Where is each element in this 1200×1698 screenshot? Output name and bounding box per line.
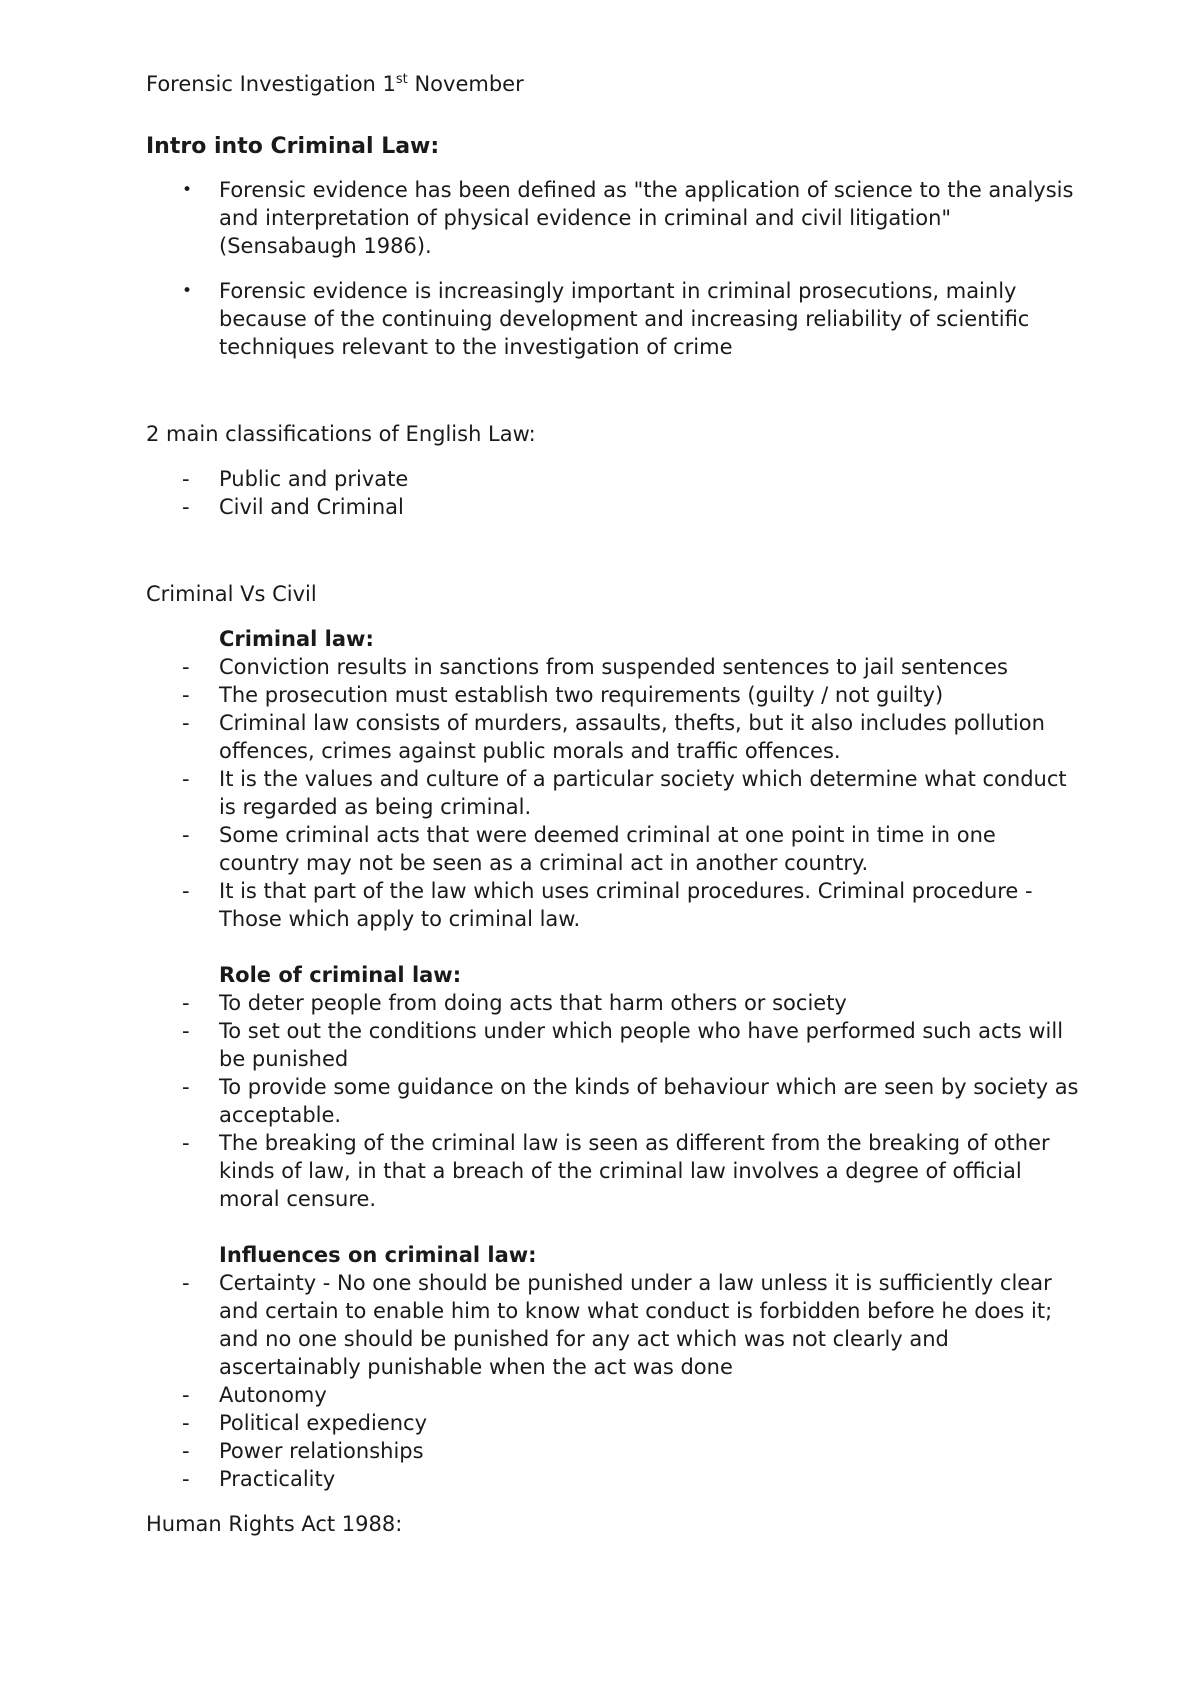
list-item-text: Autonomy <box>219 1383 327 1407</box>
bullet-marker: • <box>182 180 193 200</box>
list-item-text: Forensic evidence has been defined as "the application of science to the analysis and interpretation of physical evidence in criminal and civil litigation" (Sensabaugh 1986). <box>219 178 1074 258</box>
list-item <box>146 1381 1080 1409</box>
classifications-heading: 2 main classifications of English Law: <box>146 422 536 446</box>
list-item <box>146 709 1080 765</box>
bullet-marker: • <box>182 281 193 301</box>
list-item-text: Power relationships <box>219 1439 424 1463</box>
list-item-text: Practicality <box>219 1467 336 1491</box>
list-item-text: Political expediency <box>219 1411 428 1435</box>
dash-marker: - <box>182 1439 190 1463</box>
list-item <box>146 277 1080 361</box>
list-item <box>146 465 1080 493</box>
list-item-text: The breaking of the criminal law is seen as different from the breaking of other kinds of law, in that a breach of the criminal law involves a degree of official moral censure. <box>219 1131 1050 1211</box>
classifications-list <box>146 465 1080 521</box>
document-header <box>146 70 1080 98</box>
dash-marker: - <box>182 1383 190 1407</box>
list-item-text: Criminal law consists of murders, assaults, thefts, but it also includes pollution offences, crimes against public morals and traffic offences. <box>219 711 1045 763</box>
list-item <box>146 1017 1080 1073</box>
list-item <box>146 821 1080 877</box>
dash-marker: - <box>182 1411 190 1435</box>
list-item <box>146 493 1080 521</box>
dash-marker: - <box>182 683 190 707</box>
dash-marker: - <box>182 655 190 679</box>
list-item <box>146 1269 1080 1381</box>
criminal-law-heading: Criminal law: <box>219 627 374 651</box>
header-title-suffix: November <box>407 72 524 96</box>
dash-marker: - <box>182 1271 190 1295</box>
dash-marker: - <box>182 711 190 735</box>
list-item-text: Civil and Criminal <box>219 495 404 519</box>
list-item-text: Public and private <box>219 467 409 491</box>
list-item <box>146 1409 1080 1437</box>
list-item <box>146 989 1080 1017</box>
dash-marker: - <box>182 467 190 491</box>
dash-marker: - <box>182 991 190 1015</box>
list-item-text: To provide some guidance on the kinds of behaviour which are seen by society as acceptable. <box>219 1075 1079 1127</box>
influences-heading: Influences on criminal law: <box>219 1243 537 1267</box>
list-item <box>146 765 1080 821</box>
dash-marker: - <box>182 823 190 847</box>
list-item <box>146 1129 1080 1213</box>
list-item-text: It is the values and culture of a particular society which determine what conduct is regarded as being criminal. <box>219 767 1067 819</box>
criminal-law-list <box>146 653 1080 933</box>
list-item <box>146 176 1080 260</box>
header-title-superscript: st <box>395 72 408 87</box>
list-item-text: Forensic evidence is increasingly important in criminal prosecutions, mainly because of the continuing development and increasing reliability of scientific techniques relevant to the investigation of crime <box>219 279 1030 359</box>
list-item <box>146 1073 1080 1129</box>
list-item-text: Conviction results in sanctions from suspended sentences to jail sentences <box>219 655 1008 679</box>
list-item <box>146 653 1080 681</box>
dash-marker: - <box>182 767 190 791</box>
role-list <box>146 989 1080 1213</box>
list-item-text: Some criminal acts that were deemed criminal at one point in time in one country may not be seen as a criminal act in another country. <box>219 823 996 875</box>
dash-marker: - <box>182 1467 190 1491</box>
list-item <box>146 1465 1080 1493</box>
dash-marker: - <box>182 1019 190 1043</box>
list-item-text: The prosecution must establish two requirements (guilty / not guilty) <box>219 683 944 707</box>
intro-heading: Intro into Criminal Law: <box>146 134 440 159</box>
dash-marker: - <box>182 879 190 903</box>
list-item <box>146 1437 1080 1465</box>
dash-marker: - <box>182 1075 190 1099</box>
list-item-text: Certainty - No one should be punished under a law unless it is sufficiently clear and certain to enable him to know what conduct is forbidden before he does it; and no one should be punished for any act which was not clearly and ascertainably punishable when the act was done <box>219 1271 1053 1379</box>
intro-bullet-list <box>146 176 1080 361</box>
list-item-text: To deter people from doing acts that harm others or society <box>219 991 847 1015</box>
dash-marker: - <box>182 1131 190 1155</box>
role-heading: Role of criminal law: <box>219 963 462 987</box>
criminal-vs-civil-heading: Criminal Vs Civil <box>146 582 317 606</box>
human-rights-heading: Human Rights Act 1988: <box>146 1512 403 1536</box>
dash-marker: - <box>182 495 190 519</box>
header-title-prefix: Forensic Investigation 1 <box>146 72 396 96</box>
list-item-text: To set out the conditions under which people who have performed such acts will be punished <box>219 1019 1064 1071</box>
list-item <box>146 681 1080 709</box>
list-item-text: It is that part of the law which uses criminal procedures. Criminal procedure - Those which apply to criminal law. <box>219 879 1033 931</box>
influences-list <box>146 1269 1080 1493</box>
list-item <box>146 877 1080 933</box>
